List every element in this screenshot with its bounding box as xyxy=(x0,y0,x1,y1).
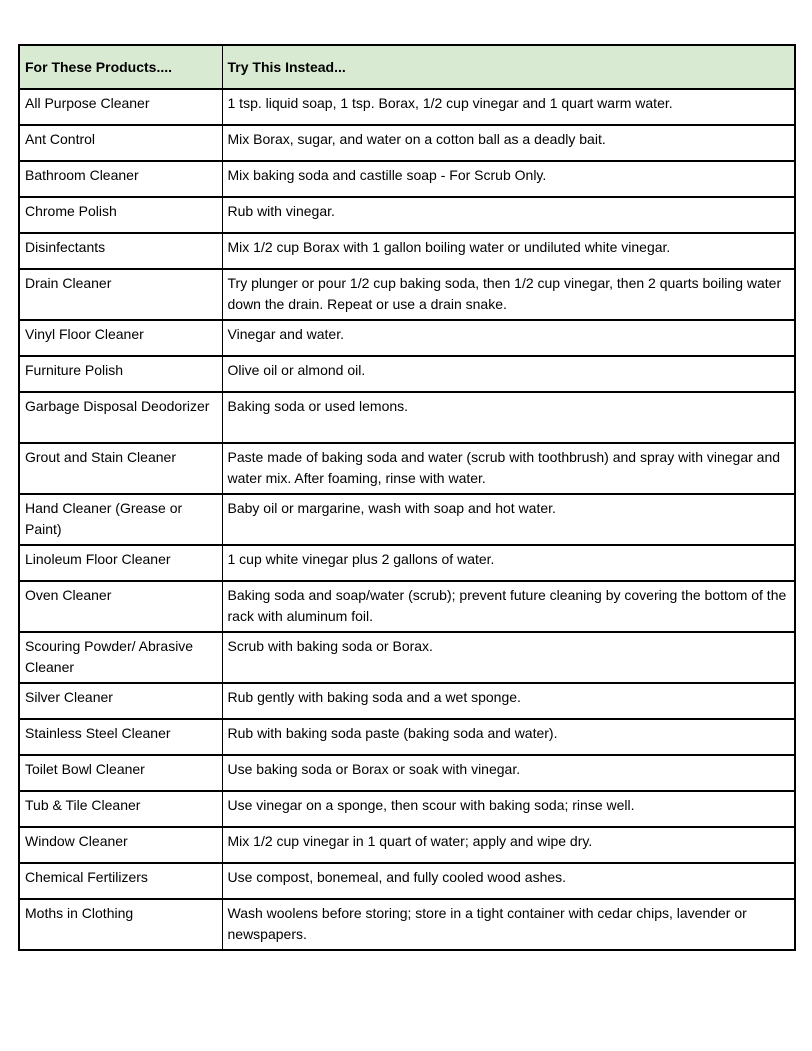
remedy-cell: 1 tsp. liquid soap, 1 tsp. Borax, 1/2 cup vinegar and 1 quart warm water. xyxy=(222,89,795,125)
product-cell: Scouring Powder/ Abrasive Cleaner xyxy=(19,632,222,683)
table-row xyxy=(19,632,795,683)
table-row xyxy=(19,827,795,863)
remedy-cell: Paste made of baking soda and water (scrub with toothbrush) and spray with vinegar and water mix. After foaming, rinse with water. xyxy=(222,443,795,494)
remedy-cell: Use compost, bonemeal, and fully cooled wood ashes. xyxy=(222,863,795,899)
product-cell: Chemical Fertilizers xyxy=(19,863,222,899)
remedy-cell: Olive oil or almond oil. xyxy=(222,356,795,392)
table-row xyxy=(19,89,795,125)
header-instead: Try This Instead... xyxy=(222,45,795,89)
remedy-cell: Use vinegar on a sponge, then scour with baking soda; rinse well. xyxy=(222,791,795,827)
remedy-cell: Try plunger or pour 1/2 cup baking soda, then 1/2 cup vinegar, then 2 quarts boiling water down the drain. Repeat or use a drain snake. xyxy=(222,269,795,320)
remedy-cell: Baby oil or margarine, wash with soap and hot water. xyxy=(222,494,795,545)
table-row xyxy=(19,755,795,791)
product-cell: Oven Cleaner xyxy=(19,581,222,632)
product-cell: Window Cleaner xyxy=(19,827,222,863)
remedy-cell: Use baking soda or Borax or soak with vinegar. xyxy=(222,755,795,791)
product-cell: Ant Control xyxy=(19,125,222,161)
product-cell: Vinyl Floor Cleaner xyxy=(19,320,222,356)
table-row xyxy=(19,161,795,197)
green-alternatives-table xyxy=(18,44,796,951)
table-row xyxy=(19,320,795,356)
remedy-cell: Baking soda and soap/water (scrub); prevent future cleaning by covering the bottom of the rack with aluminum foil. xyxy=(222,581,795,632)
table-row xyxy=(19,125,795,161)
product-cell: Moths in Clothing xyxy=(19,899,222,950)
table-row xyxy=(19,233,795,269)
product-cell: Stainless Steel Cleaner xyxy=(19,719,222,755)
table-row xyxy=(19,356,795,392)
product-cell: All Purpose Cleaner xyxy=(19,89,222,125)
table-row xyxy=(19,545,795,581)
remedy-cell: Scrub with baking soda or Borax. xyxy=(222,632,795,683)
table-row xyxy=(19,269,795,320)
remedy-cell: Mix Borax, sugar, and water on a cotton ball as a deadly bait. xyxy=(222,125,795,161)
product-cell: Silver Cleaner xyxy=(19,683,222,719)
remedy-cell: Mix baking soda and castille soap - For Scrub Only. xyxy=(222,161,795,197)
remedy-cell: 1 cup white vinegar plus 2 gallons of water. xyxy=(222,545,795,581)
table-row xyxy=(19,494,795,545)
product-cell: Linoleum Floor Cleaner xyxy=(19,545,222,581)
product-cell: Bathroom Cleaner xyxy=(19,161,222,197)
table-row xyxy=(19,683,795,719)
product-cell: Disinfectants xyxy=(19,233,222,269)
remedy-cell: Wash woolens before storing; store in a tight container with cedar chips, lavender or newspapers. xyxy=(222,899,795,950)
remedy-cell: Mix 1/2 cup Borax with 1 gallon boiling water or undiluted white vinegar. xyxy=(222,233,795,269)
table-header-row xyxy=(19,45,795,89)
table-row xyxy=(19,719,795,755)
product-cell: Garbage Disposal Deodorizer xyxy=(19,392,222,443)
remedy-cell: Baking soda or used lemons. xyxy=(222,392,795,443)
table-row xyxy=(19,392,795,443)
remedy-cell: Rub with vinegar. xyxy=(222,197,795,233)
product-cell: Chrome Polish xyxy=(19,197,222,233)
table-row xyxy=(19,443,795,494)
product-cell: Furniture Polish xyxy=(19,356,222,392)
header-products: For These Products.... xyxy=(19,45,222,89)
product-cell: Hand Cleaner (Grease or Paint) xyxy=(19,494,222,545)
table-row xyxy=(19,863,795,899)
remedy-cell: Mix 1/2 cup vinegar in 1 quart of water; apply and wipe dry. xyxy=(222,827,795,863)
remedy-cell: Vinegar and water. xyxy=(222,320,795,356)
remedy-cell: Rub gently with baking soda and a wet sponge. xyxy=(222,683,795,719)
product-cell: Drain Cleaner xyxy=(19,269,222,320)
product-cell: Toilet Bowl Cleaner xyxy=(19,755,222,791)
table-row xyxy=(19,791,795,827)
product-cell: Grout and Stain Cleaner xyxy=(19,443,222,494)
table-row xyxy=(19,899,795,950)
remedy-cell: Rub with baking soda paste (baking soda and water). xyxy=(222,719,795,755)
product-cell: Tub & Tile Cleaner xyxy=(19,791,222,827)
table-row xyxy=(19,197,795,233)
table-row xyxy=(19,581,795,632)
